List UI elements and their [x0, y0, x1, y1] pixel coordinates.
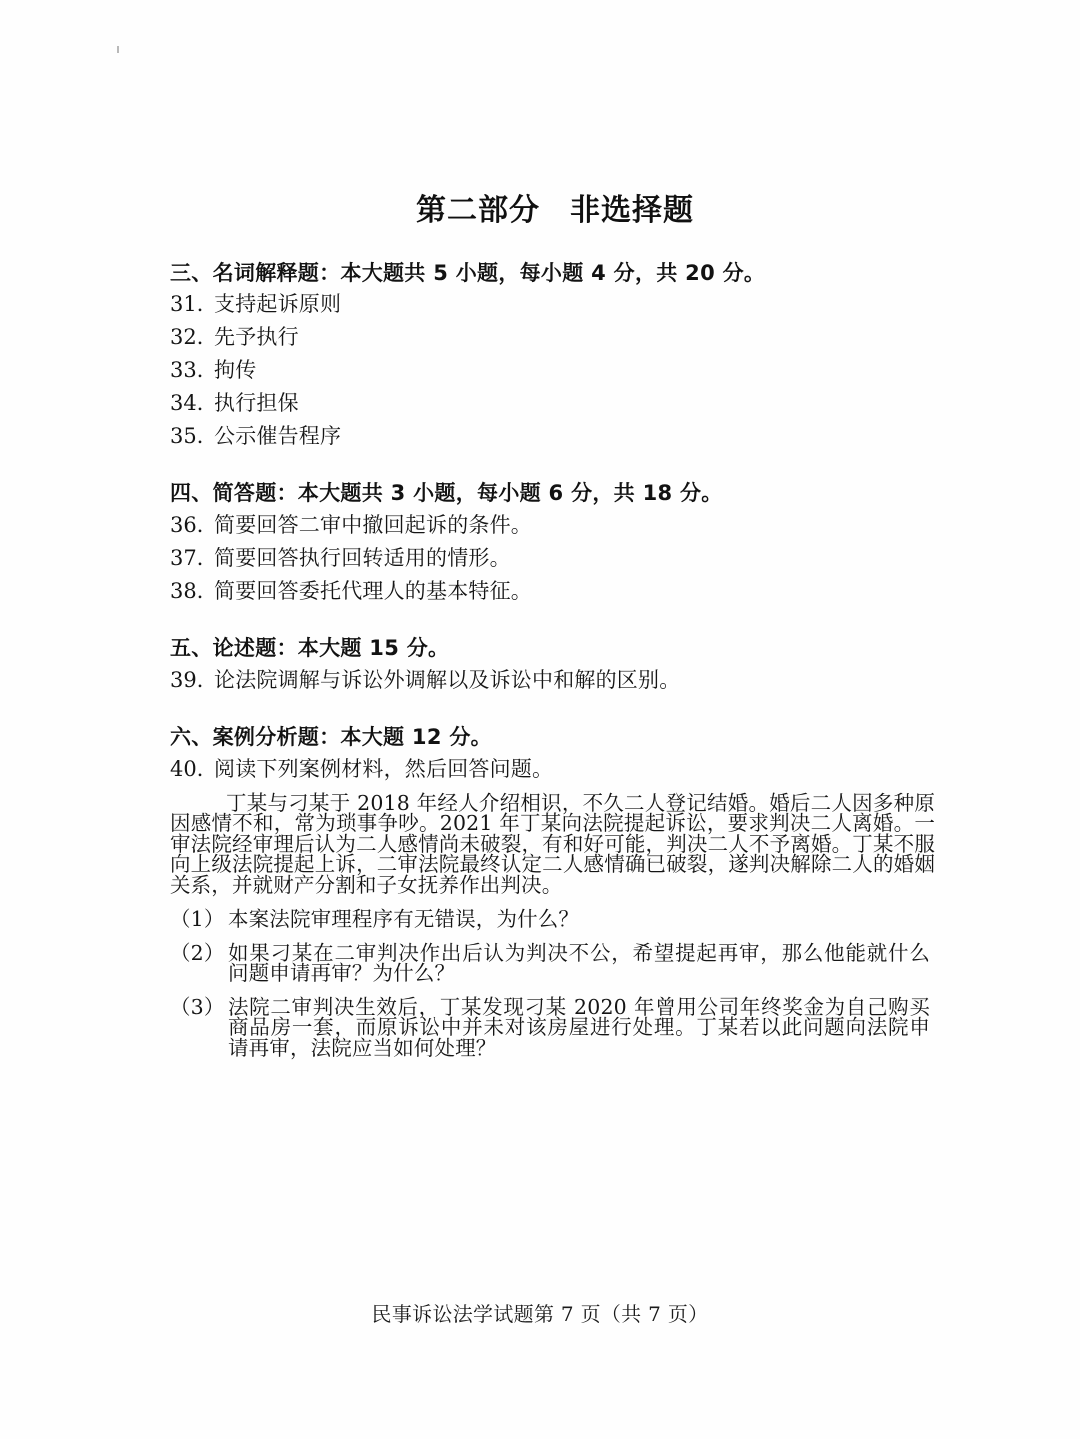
part-title-left: 第二部分 [416, 193, 540, 228]
question-38 [170, 578, 940, 603]
case-subquestion-2-text: 如果刁某在二审判决作出后认为判决不公，希望提起再审，那么他能就什么问题申请再审？为什么？ [228, 940, 930, 985]
question-34-text: 执行担保 [214, 390, 299, 415]
question-35-text: 公示催告程序 [214, 423, 342, 448]
question-36 [170, 512, 940, 537]
page-content [170, 0, 940, 1058]
question-38-number: 38． [170, 578, 218, 603]
question-36-text: 简要回答二审中撤回起诉的条件。 [214, 512, 532, 537]
part-title-right: 非选择题 [570, 193, 694, 228]
section-4-heading: 四、简答题：本大题共 3 小题，每小题 6 分，共 18 分。 [170, 480, 723, 505]
section-5-heading: 五、论述题：本大题 15 分。 [170, 635, 450, 660]
case-subquestion-3-text: 法院二审判决生效后，丁某发现刁某 2020 年曾用公司年终奖金为自己购买商品房一套，而原诉讼中并未对该房屋进行处理。丁某若以此问题向法院申请再审，法院应当如何处理？ [228, 994, 930, 1060]
case-material-paragraph: 丁某与刁某于 2018 年经人介绍相识，不久二人登记结婚。婚后二人因多种原因感情不和，常为琐事争吵。2021 年丁某向法院提起诉讼，要求判决二人离婚。一审法院经审理后认为二人感情尚未破裂，有和好可能，判决二人不予离婚。丁某不服向上级法院提起上诉，二审法院最终认定二人感情确已破裂，遂判决解除二人的婚姻关系，并就财产分割和子女抚养作出判决。 [170, 790, 935, 897]
section-4 [170, 480, 940, 603]
spacer [170, 230, 940, 263]
case-subquestion-2-label: （2） [170, 940, 225, 965]
question-31 [170, 291, 940, 316]
question-33-text: 拘传 [214, 357, 257, 382]
section-3-heading: 三、名词解释题：本大题共 5 小题，每小题 4 分，共 20 分。 [170, 260, 766, 285]
question-32-number: 32． [170, 324, 218, 349]
question-39-number: 39． [170, 667, 218, 692]
page-footer: 民事诉讼法学试题第 7 页（共 7 页） [371, 1302, 709, 1326]
case-subquestion-1 [170, 909, 930, 930]
question-37-text: 简要回答执行回转适用的情形。 [214, 545, 511, 570]
section-5 [170, 635, 940, 692]
question-35-number: 35． [170, 423, 218, 448]
question-37-number: 37． [170, 545, 218, 570]
section-3 [170, 260, 940, 448]
question-31-text: 支持起诉原则 [214, 291, 342, 316]
question-38-text: 简要回答委托代理人的基本特征。 [214, 578, 532, 603]
question-36-number: 36． [170, 512, 218, 537]
question-35 [170, 423, 940, 448]
case-subquestion-2 [170, 940, 930, 985]
question-40-text: 阅读下列案例材料，然后回答问题。 [214, 756, 554, 781]
question-40 [170, 756, 940, 781]
section-6 [170, 724, 940, 1060]
case-subquestion-3 [170, 994, 930, 1060]
section-6-heading: 六、案例分析题：本大题 12 分。 [170, 724, 492, 749]
question-33-number: 33． [170, 357, 218, 382]
question-37 [170, 545, 940, 570]
page-title [170, 192, 940, 230]
question-34-number: 34． [170, 390, 218, 415]
question-39 [170, 667, 940, 692]
question-32-text: 先予执行 [214, 324, 299, 349]
question-31-number: 31． [170, 291, 218, 316]
question-34 [170, 390, 940, 415]
case-subquestion-1-label: （1） [170, 907, 225, 931]
question-33 [170, 357, 940, 382]
question-32 [170, 324, 940, 349]
case-subquestion-3-label: （3） [170, 994, 225, 1019]
scan-artifact-speck [117, 46, 119, 53]
question-39-text: 论法院调解与诉讼外调解以及诉讼中和解的区别。 [214, 667, 681, 692]
question-40-number: 40． [170, 756, 218, 781]
case-subquestion-1-text: 本案法院审理程序有无错误，为什么？ [228, 907, 580, 931]
